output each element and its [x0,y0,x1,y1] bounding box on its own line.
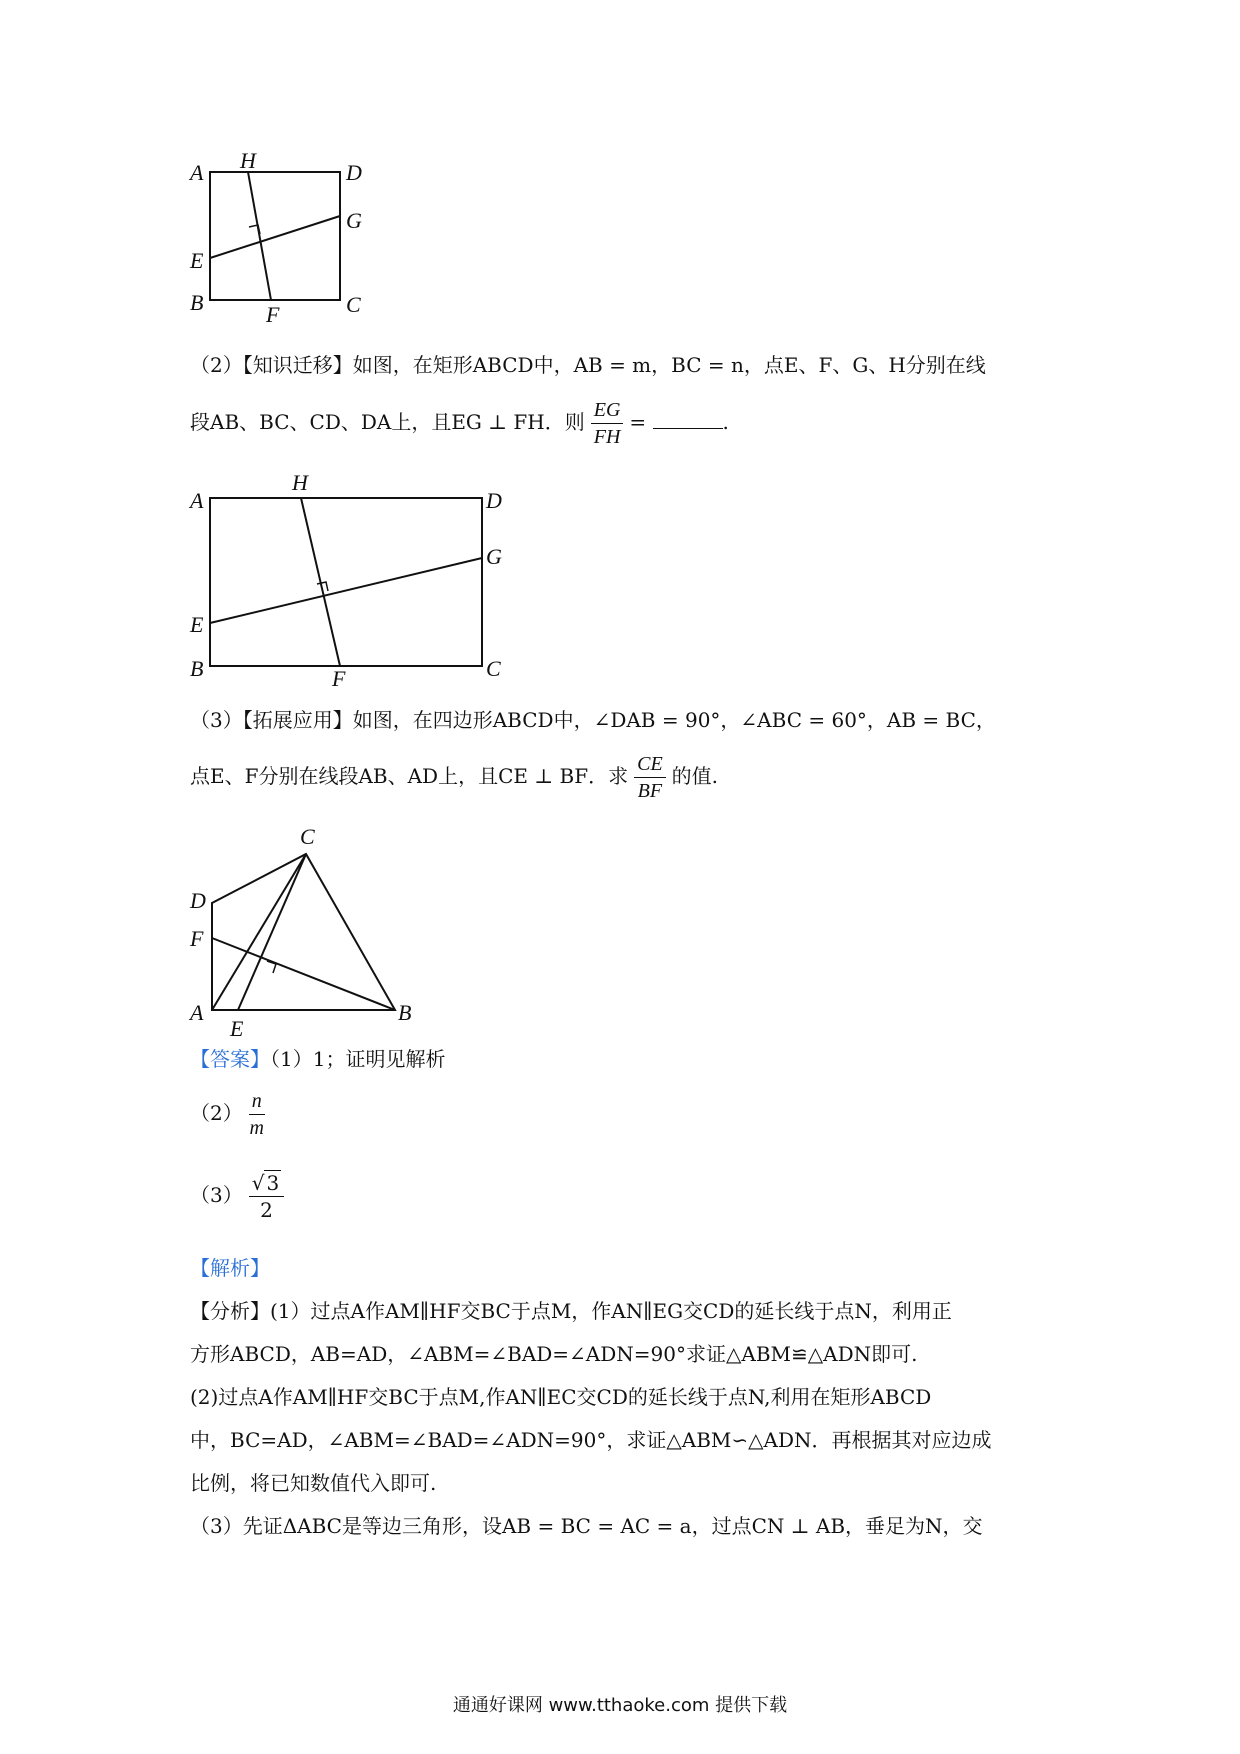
page-footer: 通通好课网 www.tthaoke.com 提供下载 [452,1695,788,1716]
answer-part2-label: （2） [190,1101,243,1125]
q2-line1: （2）【知识迁移】如图，在矩形ABCD中，AB = m，BC = n，点E、F、G、H分别在线 [190,353,986,377]
label-c: C [346,292,361,317]
answer-part2-fraction [249,1088,265,1141]
radicand: 3 [266,1171,280,1195]
q3-line2 [190,751,1070,804]
label-b: B [398,1000,412,1025]
label-b: B [190,290,204,315]
segment-eg [210,216,340,258]
label-h: H [240,148,256,173]
q3-line1: （3）【拓展应用】如图，在四边形ABCD中，∠DAB = 90°，∠ABC = 60°，AB = BC， [190,708,996,732]
answer-line1 [190,1045,1070,1073]
label-e: E [230,1016,244,1040]
answer-part3-fraction [249,1170,284,1223]
analysis-p1-l1: 【分析】(1）过点A作AM∥HF交BC于点M，作AN∥EG交CD的延长线于点N，利用正 [190,1299,952,1323]
q2-fraction [591,397,624,450]
label-h: H [292,470,308,495]
answer-part1: （1）1；证明见解析 [270,1047,446,1071]
label-a: A [190,1000,204,1025]
segment-ce [238,854,306,1010]
rectangle-abcd [210,498,482,666]
label-f: F [190,926,204,951]
q3-line2-end: 的值. [671,764,719,788]
segment-hf [248,172,271,300]
label-d: D [190,888,206,913]
answer-part2-denominator: m [249,1117,264,1139]
answer-line2 [190,1088,1070,1141]
figure-quadrilateral [180,820,440,1040]
label-c: C [486,656,501,681]
label-c: C [300,824,315,849]
label-e: E [190,612,204,637]
label-f: F [266,302,280,327]
q3-fraction [634,751,666,804]
q3-frac-numerator: CE [634,751,666,778]
label-a: A [190,160,204,185]
analysis-p2-l2: 中，BC=AD，∠ABM=∠BAD=∠ADN=90°，求证△ABM∽△ADN．再根据其对应边成 [190,1428,992,1452]
figure-square [180,148,380,348]
quadrilateral-abcd [212,854,395,1010]
answer-blank[interactable] [653,410,723,429]
label-e: E [190,248,204,273]
segment-eg [210,558,482,623]
analysis-p1-l2: 方形ABCD，AB=AD，∠ABM=∠BAD=∠ADN=90°求证△ABM≌△ADN即可. [190,1342,918,1366]
label-a: A [190,488,204,513]
figure-rectangle [180,470,520,690]
q2-frac-denominator: FH [593,426,621,448]
sqrt-sign: √ 3 [251,1171,280,1195]
q2-line2 [190,397,1070,450]
segment-bf [212,938,395,1010]
analysis-p2-l3: 比例，将已知数值代入即可. [190,1471,437,1495]
right-angle-mark [267,961,276,973]
label-g: G [346,208,362,233]
answer-part3-numerator [249,1170,284,1197]
q3-frac-denominator: BF [637,780,663,802]
q2-period: . [722,410,729,434]
label-d: D [486,488,502,513]
analysis-p3-l1: （3）先证ΔABC是等边三角形，设AB = BC = AC = a，过点CN ⊥ AB，垂足为N，交 [190,1514,983,1538]
answer-part2-numerator: n [249,1088,265,1115]
analysis-p2-l1: (2)过点A作AM∥HF交BC于点M,作AN∥EC交CD的延长线于点N,利用在矩形ABCD [190,1385,932,1409]
label-d: D [346,160,362,185]
answer-part3-label: （3） [190,1183,243,1207]
q2-line2-text: 段AB、BC、CD、DA上，且EG ⊥ FH．则 [190,410,585,434]
answer-part3-denominator: 2 [260,1198,273,1222]
q3-line2-text: 点E、F分别在线段AB、AD上，且CE ⊥ BF．求 [190,764,629,788]
segment-hf [301,498,340,666]
label-b: B [190,656,204,681]
answer-line3 [190,1170,1070,1223]
label-g: G [486,544,502,569]
q2-frac-numerator: EG [591,397,624,424]
analysis-tag: 【解析】 [190,1256,270,1280]
answer-tag: 【答案】 [190,1047,270,1071]
q2-equals: = [629,410,647,434]
label-f: F [332,666,346,690]
